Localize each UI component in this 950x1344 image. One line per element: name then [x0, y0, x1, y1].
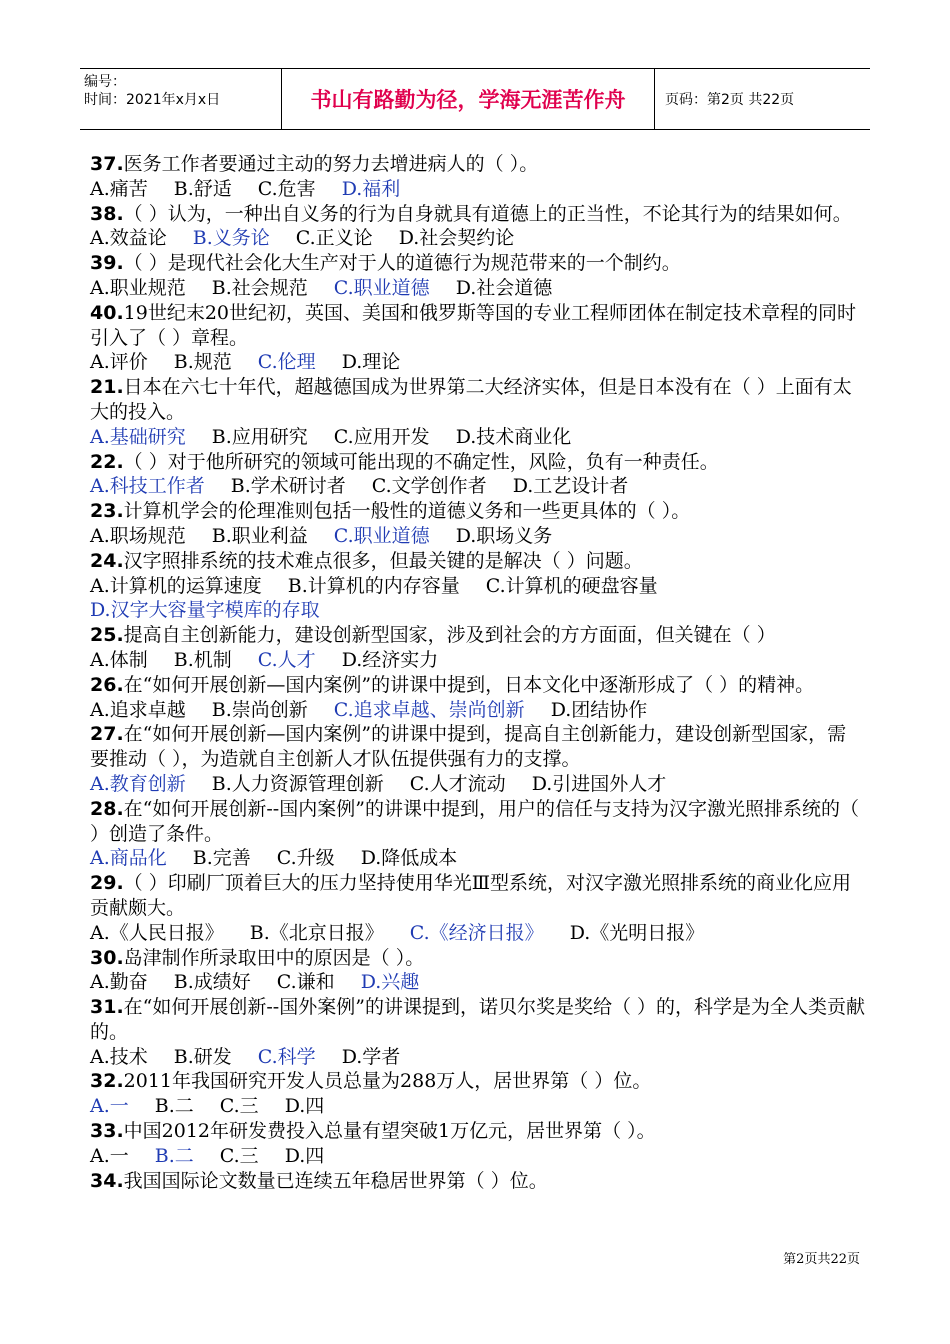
question-number: 25.	[90, 624, 124, 647]
option: B.计算机的内存容量	[287, 574, 460, 597]
question-number: 26.	[90, 673, 124, 696]
question-text	[90, 871, 865, 921]
option: C.应用开发	[333, 425, 430, 448]
question-stem: 在“如何开展创新--国外案例”的讲课提到，诺贝尔奖是奖给（ ）的，科学是为全人类贡献的。	[90, 996, 865, 1043]
options-row	[90, 474, 865, 499]
answer-option: C.职业道德	[333, 524, 430, 547]
answer-option: C.追求卓越、崇尚创新	[333, 698, 525, 721]
question-stem: 中国2012年研发费投入总量有望突破1万亿元，居世界第（ ）。	[123, 1120, 656, 1143]
option: C.人才流动	[409, 772, 506, 795]
answer-option: C.《经济日报》	[409, 921, 544, 944]
option: C.文学创作者	[371, 475, 487, 498]
answer-option: A.一	[90, 1095, 129, 1118]
option: D.学者	[341, 1045, 401, 1068]
question-text	[90, 722, 865, 772]
option: A.职业规范	[90, 276, 186, 299]
question-number: 22.	[90, 450, 124, 473]
options-row	[90, 226, 865, 251]
header-motto: 书山有路勤为径，学海无涯苦作舟	[282, 69, 655, 129]
option: A.职场规范	[90, 524, 186, 547]
question-text	[90, 623, 865, 648]
question-text	[90, 1069, 865, 1094]
option: A.追求卓越	[90, 698, 186, 721]
option: D.引进国外人才	[531, 772, 667, 795]
question-text	[90, 499, 865, 524]
question-number: 33.	[90, 1120, 124, 1143]
option: D.四	[284, 1095, 325, 1118]
options-row	[90, 921, 865, 946]
option: B.研发	[173, 1045, 232, 1068]
option: B.机制	[173, 648, 232, 671]
question-list	[90, 152, 865, 1193]
option: C.三	[219, 1095, 259, 1118]
option: D.降低成本	[360, 847, 458, 870]
option: B.规范	[173, 351, 232, 374]
question-stem: 19世纪末20世纪初，英国、美国和俄罗斯等国的专业工程师团体在制定技术章程的同时引入了（ ）章程。	[90, 301, 857, 349]
option: D.四	[284, 1144, 325, 1167]
question-text	[90, 946, 865, 971]
question-number: 40.	[90, 301, 124, 324]
answer-option: B.二	[154, 1144, 194, 1167]
option: D.《光明日报》	[569, 921, 705, 944]
question-stem: 在“如何开展创新—国内案例”的讲课中提到，提高自主创新能力，建设创新型国家，需要推动（ ），为造就自主创新人才队伍提供强有力的支撑。	[90, 723, 847, 771]
question-stem: （ ）印刷厂顶着巨大的压力坚持使用华光Ⅲ型系统，对汉字激光照排系统的商业化应用贡献颇大。	[90, 872, 852, 919]
option: D.社会契约论	[398, 227, 515, 250]
question-stem: 在“如何开展创新--国内案例”的讲课中提到，用户的信任与支持为汉字激光照排系统的（ ）创造了条件。	[90, 797, 859, 845]
option: C.三	[219, 1144, 259, 1167]
options-row	[90, 276, 865, 301]
question-stem: 提高自主创新能力，建设创新型国家，涉及到社会的方方面面，但关键在（ ）	[123, 624, 776, 647]
question-number: 32.	[90, 1070, 124, 1093]
option: A.痛苦	[90, 177, 148, 200]
option: C.正义论	[295, 227, 373, 250]
question-number: 24.	[90, 549, 124, 572]
option: B.成绩好	[173, 971, 251, 994]
option: A.体制	[90, 648, 148, 671]
option: B.《北京日报》	[249, 921, 384, 944]
answer-option: B.义务论	[192, 227, 270, 250]
question-text	[90, 202, 865, 227]
question-number: 30.	[90, 946, 124, 969]
options-row	[90, 1094, 865, 1119]
answer-option: C.人才	[257, 648, 316, 671]
question-number: 29.	[90, 872, 124, 895]
question-text	[90, 152, 865, 177]
question-number: 28.	[90, 797, 124, 820]
question-text	[90, 375, 865, 425]
option: D.经济实力	[341, 648, 439, 671]
question-text	[90, 797, 865, 847]
option: B.人力资源管理创新	[211, 772, 384, 795]
question-stem: 岛津制作所录取田中的原因是（ ）。	[123, 946, 425, 969]
question-stem: （ ）是现代社会化大生产对于人的道德行为规范带来的一个制约。	[123, 252, 681, 275]
option: D.技术商业化	[455, 425, 572, 448]
answer-option: C.职业道德	[333, 276, 430, 299]
option: D.社会道德	[455, 276, 553, 299]
header-meta	[80, 69, 282, 129]
question-number: 39.	[90, 252, 124, 275]
question-stem: 在“如何开展创新—国内案例”的讲课中提到，日本文化中逐渐形成了（ ）的精神。	[123, 673, 815, 696]
option: B.学术研讨者	[230, 475, 346, 498]
question-text	[90, 301, 865, 351]
option: D.职场义务	[455, 524, 553, 547]
question-text	[90, 995, 865, 1045]
option: A.计算机的运算速度	[90, 574, 262, 597]
header-page-info: 页码：第2页 共22页	[665, 92, 795, 108]
question-stem: （ ）认为，一种出自义务的行为自身就具有道德上的正当性，不论其行为的结果如何。	[123, 202, 852, 225]
options-row	[90, 970, 865, 995]
options-row	[90, 350, 865, 375]
question-text	[90, 549, 865, 574]
question-number: 38.	[90, 202, 124, 225]
question-number: 27.	[90, 723, 124, 746]
question-number: 34.	[90, 1169, 124, 1192]
question-text	[90, 450, 865, 475]
options-row	[90, 524, 865, 549]
time-label: 时间：2021年x月x日	[84, 92, 221, 108]
option: C.谦和	[276, 971, 335, 994]
question-stem: 医务工作者要通过主动的努力去增进病人的（ ）。	[123, 153, 539, 175]
answer-option: D.汉字大容量字模库的存取	[90, 599, 320, 622]
options-row	[90, 1045, 865, 1070]
question-number: 37.	[90, 153, 124, 175]
option: D.团结协作	[550, 698, 648, 721]
question-number: 23.	[90, 500, 124, 523]
option: A.效益论	[90, 227, 167, 250]
answer-option: A.基础研究	[90, 425, 186, 448]
option: B.应用研究	[211, 425, 308, 448]
question-text	[90, 673, 865, 698]
options-row	[90, 846, 865, 871]
option: C.升级	[276, 847, 335, 870]
question-text	[90, 251, 865, 276]
number-label: 编号：	[84, 74, 126, 90]
question-text	[90, 1169, 865, 1194]
answer-option: A.商品化	[90, 847, 167, 870]
question-stem: 我国国际论文数量已连续五年稳居世界第（ ）位。	[123, 1169, 548, 1192]
option: C.危害	[257, 177, 316, 200]
answer-option: D.福利	[341, 177, 401, 200]
options-row	[90, 1144, 865, 1169]
option: B.社会规范	[211, 276, 308, 299]
option: B.职业利益	[211, 524, 308, 547]
options-row	[90, 698, 865, 723]
answer-option: C.科学	[257, 1045, 316, 1068]
page-footer: 第2页共22页	[783, 1252, 860, 1267]
answer-option: C.伦理	[257, 351, 316, 374]
option: A.一	[90, 1144, 129, 1167]
options-row	[90, 574, 865, 624]
page-header	[80, 68, 870, 130]
options-row	[90, 177, 865, 202]
options-row	[90, 425, 865, 450]
options-row	[90, 772, 865, 797]
question-number: 21.	[90, 376, 124, 399]
option: A.评价	[90, 351, 148, 374]
option: A.技术	[90, 1045, 148, 1068]
question-number: 31.	[90, 996, 124, 1019]
answer-option: A.科技工作者	[90, 475, 205, 498]
question-stem: 2011年我国研究开发人员总量为288万人，居世界第（ ）位。	[123, 1070, 652, 1093]
question-stem: （ ）对于他所研究的领域可能出现的不确定性，风险，负有一种责任。	[123, 450, 719, 473]
answer-option: A.教育创新	[90, 772, 186, 795]
option: D.工艺设计者	[512, 475, 629, 498]
question-stem: 汉字照排系统的技术难点很多，但最关键的是解决（ ）问题。	[123, 549, 643, 572]
question-stem: 计算机学会的伦理准则包括一般性的道德义务和一些更具体的（ ）。	[123, 500, 691, 523]
question-text	[90, 1119, 865, 1144]
option: B.二	[154, 1095, 194, 1118]
option: B.舒适	[173, 177, 232, 200]
option: D.理论	[341, 351, 401, 374]
question-stem: 日本在六七十年代，超越德国成为世界第二大经济实体，但是日本没有在（ ）上面有太大的投入。	[90, 376, 852, 423]
option: B.崇尚创新	[211, 698, 308, 721]
option: C.计算机的硬盘容量	[485, 574, 658, 597]
option: B.完善	[192, 847, 251, 870]
option: A.勤奋	[90, 971, 148, 994]
answer-option: D.兴趣	[360, 971, 420, 994]
options-row	[90, 648, 865, 673]
option: A.《人民日报》	[90, 921, 224, 944]
